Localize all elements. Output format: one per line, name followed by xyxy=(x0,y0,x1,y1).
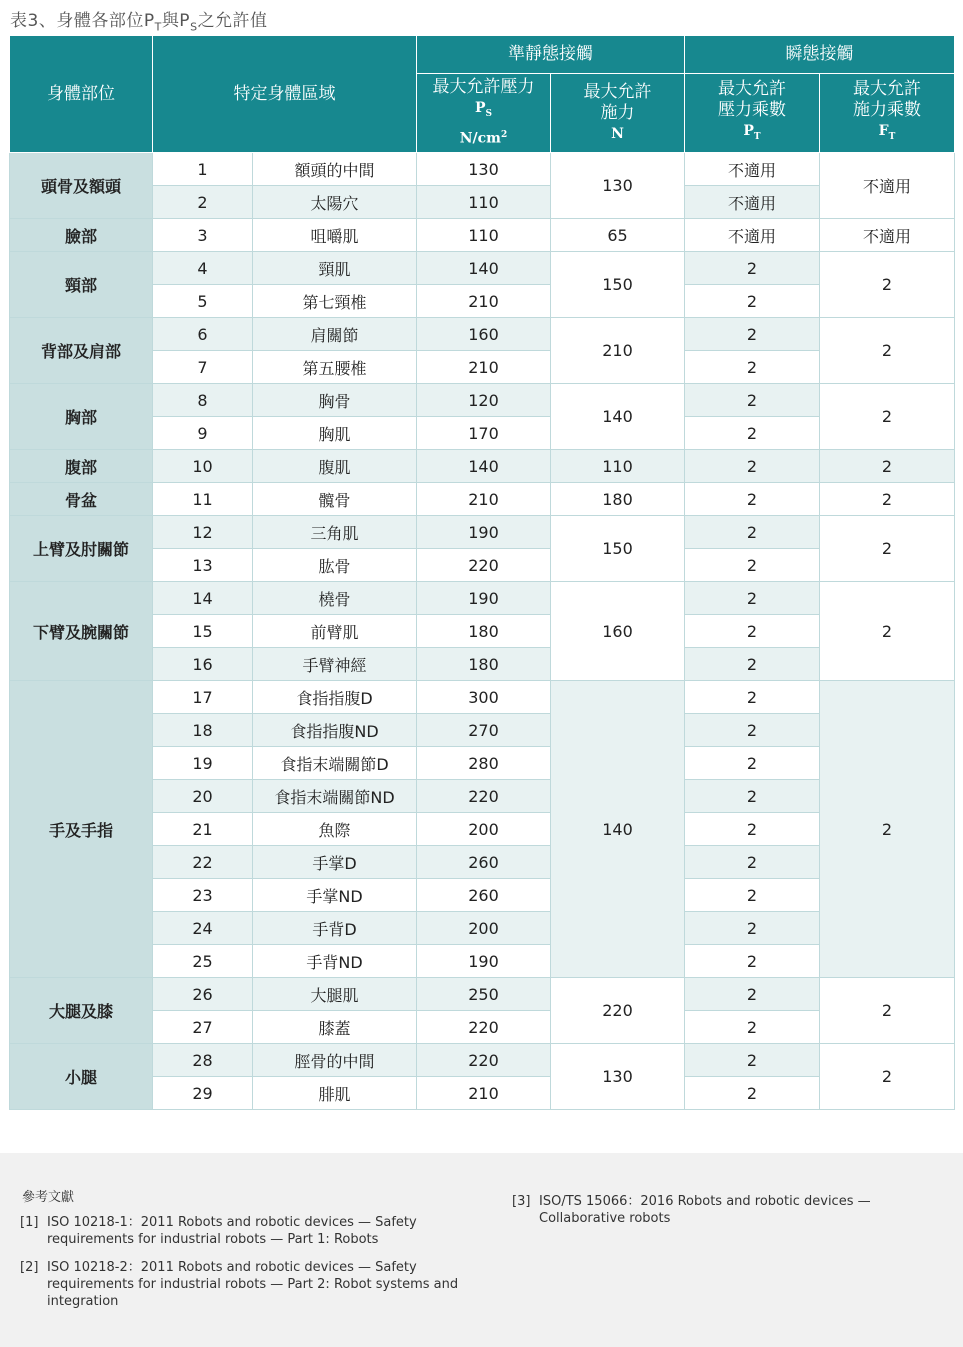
row-number-cell: 13 xyxy=(153,549,253,582)
max-pressure-cell: 140 xyxy=(417,252,551,285)
header-pressure-multiplier: 最大允許 壓力乘數 $P_T$ xyxy=(685,74,820,153)
pressure-multiplier-cell: 2 xyxy=(685,879,820,912)
pressure-multiplier-cell: 2 xyxy=(685,648,820,681)
references-panel: 參考文獻 [1] ISO 10218-1：2011 Robots and robotic devices — Safety requirements for industrial robots — Part 1: Robots [2] ISO 10218-2：2011 Robots and robotic devices — Safety requirements for industrial robots — Part 2: Robot systems and integration [3] ISO/TS 15066：2016 Robots and robotic devices — Collaborative robots xyxy=(0,1153,963,1347)
row-number-cell: 10 xyxy=(153,450,253,483)
region-cell: 胸肌 xyxy=(253,417,417,450)
region-cell: 食指末端關節ND xyxy=(253,780,417,813)
max-pressure-cell: 200 xyxy=(417,912,551,945)
max-pressure-cell: 210 xyxy=(417,351,551,384)
region-cell: 肱骨 xyxy=(253,549,417,582)
table-row xyxy=(10,1044,955,1077)
body-part-cell: 骨盆 xyxy=(10,483,153,516)
max-pressure-cell: 210 xyxy=(417,1077,551,1110)
pressure-multiplier-cell: 2 xyxy=(685,747,820,780)
pressure-multiplier-cell: 2 xyxy=(685,1011,820,1044)
pressure-multiplier-cell: 2 xyxy=(685,714,820,747)
region-cell: 前臂肌 xyxy=(253,615,417,648)
max-force-cell: 110 xyxy=(551,450,685,483)
force-multiplier-cell: 2 xyxy=(820,1044,955,1110)
row-number-cell: 7 xyxy=(153,351,253,384)
pressure-multiplier-cell: 2 xyxy=(685,417,820,450)
table-caption: 表3、身體各部位$P_T$與$P_S$之允許值 xyxy=(10,11,268,34)
pressure-multiplier-cell: 2 xyxy=(685,681,820,714)
table-row xyxy=(10,318,955,351)
row-number-cell: 22 xyxy=(153,846,253,879)
max-force-cell: 140 xyxy=(551,384,685,450)
pressure-multiplier-cell: 2 xyxy=(685,252,820,285)
region-cell: 咀嚼肌 xyxy=(253,219,417,252)
row-number-cell: 25 xyxy=(153,945,253,978)
table-row xyxy=(10,219,955,252)
max-pressure-cell: 160 xyxy=(417,318,551,351)
max-pressure-cell: 210 xyxy=(417,483,551,516)
pressure-multiplier-cell: 2 xyxy=(685,483,820,516)
table-row xyxy=(10,153,955,186)
max-pressure-cell: 280 xyxy=(417,747,551,780)
pressure-multiplier-cell: 2 xyxy=(685,450,820,483)
region-cell: 手背ND xyxy=(253,945,417,978)
max-pressure-cell: 190 xyxy=(417,945,551,978)
max-pressure-cell: 190 xyxy=(417,516,551,549)
row-number-cell: 11 xyxy=(153,483,253,516)
region-cell: 手掌D xyxy=(253,846,417,879)
row-number-cell: 21 xyxy=(153,813,253,846)
region-cell: 食指末端關節D xyxy=(253,747,417,780)
header-body-part: 身體部位 xyxy=(10,36,153,153)
pressure-multiplier-cell: 不適用 xyxy=(685,153,820,186)
region-cell: 食指指腹D xyxy=(253,681,417,714)
region-cell: 太陽穴 xyxy=(253,186,417,219)
max-force-cell: 160 xyxy=(551,582,685,681)
region-cell: 魚際 xyxy=(253,813,417,846)
header-max-force: 最大允許 施力 N xyxy=(551,74,685,153)
region-cell: 手臂神經 xyxy=(253,648,417,681)
row-number-cell: 3 xyxy=(153,219,253,252)
region-cell: 手背D xyxy=(253,912,417,945)
pressure-multiplier-cell: 2 xyxy=(685,1044,820,1077)
max-force-cell: 180 xyxy=(551,483,685,516)
max-pressure-cell: 170 xyxy=(417,417,551,450)
body-part-cell: 大腿及膝 xyxy=(10,978,153,1044)
region-cell: 食指指腹ND xyxy=(253,714,417,747)
body-part-cell: 胸部 xyxy=(10,384,153,450)
header-force-multiplier: 最大允許 施力乘數 $F_T$ xyxy=(820,74,955,153)
max-pressure-cell: 180 xyxy=(417,615,551,648)
max-pressure-cell: 210 xyxy=(417,285,551,318)
body-part-cell: 上臂及肘關節 xyxy=(10,516,153,582)
table-row xyxy=(10,582,955,615)
body-part-cell: 手及手指 xyxy=(10,681,153,978)
body-part-cell: 下臂及腕關節 xyxy=(10,582,153,681)
max-pressure-cell: 200 xyxy=(417,813,551,846)
row-number-cell: 18 xyxy=(153,714,253,747)
row-number-cell: 23 xyxy=(153,879,253,912)
row-number-cell: 9 xyxy=(153,417,253,450)
table-row xyxy=(10,252,955,285)
pressure-multiplier-cell: 2 xyxy=(685,318,820,351)
table-row xyxy=(10,681,955,714)
row-number-cell: 29 xyxy=(153,1077,253,1110)
pressure-multiplier-cell: 2 xyxy=(685,384,820,417)
max-pressure-cell: 180 xyxy=(417,648,551,681)
region-cell: 第七頸椎 xyxy=(253,285,417,318)
max-force-cell: 130 xyxy=(551,1044,685,1110)
row-number-cell: 14 xyxy=(153,582,253,615)
force-multiplier-cell: 2 xyxy=(820,384,955,450)
pressure-multiplier-cell: 2 xyxy=(685,1077,820,1110)
force-multiplier-cell: 2 xyxy=(820,450,955,483)
pressure-multiplier-cell: 2 xyxy=(685,351,820,384)
max-pressure-cell: 220 xyxy=(417,549,551,582)
pressure-multiplier-cell: 2 xyxy=(685,615,820,648)
max-force-cell: 65 xyxy=(551,219,685,252)
table-row xyxy=(10,516,955,549)
region-cell: 橈骨 xyxy=(253,582,417,615)
region-cell: 脛骨的中間 xyxy=(253,1044,417,1077)
max-pressure-cell: 130 xyxy=(417,153,551,186)
references-title: 參考文獻 xyxy=(22,1190,75,1205)
force-multiplier-cell: 2 xyxy=(820,483,955,516)
force-multiplier-cell: 2 xyxy=(820,516,955,582)
region-cell: 膝蓋 xyxy=(253,1011,417,1044)
max-force-cell: 210 xyxy=(551,318,685,384)
region-cell: 額頭的中間 xyxy=(253,153,417,186)
pressure-multiplier-cell: 不適用 xyxy=(685,186,820,219)
region-cell: 腹肌 xyxy=(253,450,417,483)
row-number-cell: 5 xyxy=(153,285,253,318)
region-cell: 腓肌 xyxy=(253,1077,417,1110)
max-pressure-cell: 220 xyxy=(417,1044,551,1077)
max-force-cell: 150 xyxy=(551,252,685,318)
max-force-cell: 140 xyxy=(551,681,685,978)
region-cell: 髖骨 xyxy=(253,483,417,516)
region-cell: 三角肌 xyxy=(253,516,417,549)
pressure-multiplier-cell: 2 xyxy=(685,978,820,1011)
table-row xyxy=(10,483,955,516)
pressure-multiplier-cell: 2 xyxy=(685,780,820,813)
body-part-cell: 背部及肩部 xyxy=(10,318,153,384)
region-cell: 肩關節 xyxy=(253,318,417,351)
table-body xyxy=(10,153,955,1110)
pressure-multiplier-cell: 2 xyxy=(685,516,820,549)
row-number-cell: 15 xyxy=(153,615,253,648)
table-row xyxy=(10,450,955,483)
row-number-cell: 2 xyxy=(153,186,253,219)
max-force-cell: 150 xyxy=(551,516,685,582)
region-cell: 手掌ND xyxy=(253,879,417,912)
max-pressure-cell: 270 xyxy=(417,714,551,747)
force-multiplier-cell: 不適用 xyxy=(820,219,955,252)
max-force-cell: 130 xyxy=(551,153,685,219)
pressure-multiplier-cell: 2 xyxy=(685,285,820,318)
pressure-multiplier-cell: 2 xyxy=(685,912,820,945)
row-number-cell: 17 xyxy=(153,681,253,714)
max-pressure-cell: 120 xyxy=(417,384,551,417)
body-part-cell: 頭骨及額頭 xyxy=(10,153,153,219)
max-pressure-cell: 110 xyxy=(417,186,551,219)
row-number-cell: 6 xyxy=(153,318,253,351)
max-pressure-cell: 250 xyxy=(417,978,551,1011)
force-multiplier-cell: 不適用 xyxy=(820,153,955,219)
force-multiplier-cell: 2 xyxy=(820,582,955,681)
header-quasi-static: 準靜態接觸 xyxy=(417,36,685,74)
max-pressure-cell: 110 xyxy=(417,219,551,252)
pressure-multiplier-cell: 2 xyxy=(685,813,820,846)
pressure-multiplier-cell: 2 xyxy=(685,549,820,582)
table-row xyxy=(10,978,955,1011)
body-part-cell: 頸部 xyxy=(10,252,153,318)
allowable-values-table xyxy=(9,35,955,1110)
force-multiplier-cell: 2 xyxy=(820,318,955,384)
row-number-cell: 28 xyxy=(153,1044,253,1077)
pressure-multiplier-cell: 2 xyxy=(685,846,820,879)
body-part-cell: 臉部 xyxy=(10,219,153,252)
body-part-cell: 小腿 xyxy=(10,1044,153,1110)
row-number-cell: 24 xyxy=(153,912,253,945)
region-cell: 胸骨 xyxy=(253,384,417,417)
pressure-multiplier-cell: 不適用 xyxy=(685,219,820,252)
max-force-cell: 220 xyxy=(551,978,685,1044)
max-pressure-cell: 220 xyxy=(417,1011,551,1044)
region-cell: 大腿肌 xyxy=(253,978,417,1011)
pressure-multiplier-cell: 2 xyxy=(685,582,820,615)
body-part-cell: 腹部 xyxy=(10,450,153,483)
row-number-cell: 4 xyxy=(153,252,253,285)
max-pressure-cell: 190 xyxy=(417,582,551,615)
region-cell: 頸肌 xyxy=(253,252,417,285)
max-pressure-cell: 220 xyxy=(417,780,551,813)
row-number-cell: 8 xyxy=(153,384,253,417)
header-max-pressure: 最大允許壓力 $P_S$ $N/cm^2$ xyxy=(417,74,551,153)
header-body-region: 特定身體區域 xyxy=(153,36,417,153)
force-multiplier-cell: 2 xyxy=(820,252,955,318)
row-number-cell: 20 xyxy=(153,780,253,813)
max-pressure-cell: 260 xyxy=(417,846,551,879)
max-pressure-cell: 300 xyxy=(417,681,551,714)
force-multiplier-cell: 2 xyxy=(820,681,955,978)
row-number-cell: 19 xyxy=(153,747,253,780)
region-cell: 第五腰椎 xyxy=(253,351,417,384)
max-pressure-cell: 140 xyxy=(417,450,551,483)
header-transient: 瞬態接觸 xyxy=(685,36,955,74)
force-multiplier-cell: 2 xyxy=(820,978,955,1044)
row-number-cell: 26 xyxy=(153,978,253,1011)
row-number-cell: 12 xyxy=(153,516,253,549)
row-number-cell: 1 xyxy=(153,153,253,186)
row-number-cell: 16 xyxy=(153,648,253,681)
max-pressure-cell: 260 xyxy=(417,879,551,912)
table-row xyxy=(10,384,955,417)
row-number-cell: 27 xyxy=(153,1011,253,1044)
pressure-multiplier-cell: 2 xyxy=(685,945,820,978)
